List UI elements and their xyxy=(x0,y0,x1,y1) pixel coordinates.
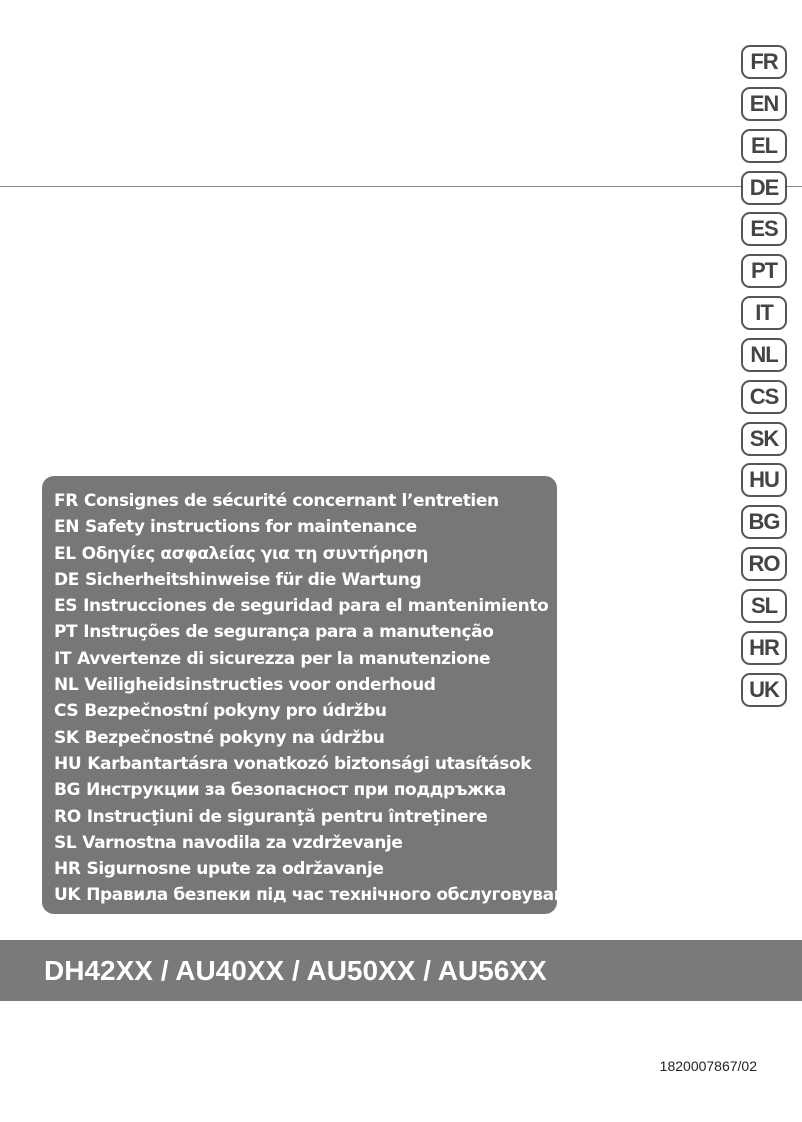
title-text: Safety instructions for maintenance xyxy=(85,517,417,538)
language-tab-bg: BG xyxy=(741,505,787,539)
language-tab-cs: CS xyxy=(741,380,787,414)
title-text: Sigurnosne upute za održavanje xyxy=(86,859,384,880)
language-tab-el: EL xyxy=(741,129,787,163)
language-code: HR xyxy=(54,859,81,880)
title-row xyxy=(54,514,557,540)
language-code: SL xyxy=(54,832,77,853)
language-tab-it: IT xyxy=(741,296,787,330)
title-text: Правила безпеки під час технічного обслуговування xyxy=(86,885,587,906)
language-tab-hu: HU xyxy=(741,463,787,497)
language-tab-uk: UK xyxy=(741,673,787,707)
title-text: Sicherheitshinweise für die Wartung xyxy=(84,569,422,590)
title-text: Consignes de sécurité concernant l’entretien xyxy=(83,491,499,511)
language-tab-sl: SL xyxy=(741,589,787,623)
title-text: Bezpečnostné pokyny na údržbu xyxy=(84,727,385,748)
title-row xyxy=(54,751,557,777)
language-code: UK xyxy=(54,885,81,906)
title-text: Varnostna navodila za vzdrževanje xyxy=(82,832,403,853)
title-text: Karbantartásra vonatkozó biztonsági utasítások xyxy=(87,753,532,774)
language-code: PT xyxy=(54,622,78,643)
safety-titles-box xyxy=(42,476,587,914)
title-row xyxy=(54,646,557,672)
title-text: Instruções de segurança para a manutenção xyxy=(83,622,494,643)
language-code: EL xyxy=(54,543,76,564)
title-text: Veiligheidsinstructies voor onderhoud xyxy=(84,675,436,696)
divider-line xyxy=(0,186,802,187)
title-row xyxy=(54,698,557,724)
language-code: IT xyxy=(54,648,72,669)
language-code: CS xyxy=(54,701,79,722)
language-code: FR xyxy=(54,491,78,511)
title-row xyxy=(54,804,557,830)
title-text: Инструкции за безопасност при поддръжка xyxy=(86,780,506,801)
title-text: Instrucţiuni de siguranţă pentru întreţinere xyxy=(86,806,488,827)
title-row xyxy=(54,725,557,751)
title-row xyxy=(54,830,557,856)
document-number: 1820007867/02 xyxy=(659,1058,757,1074)
title-row xyxy=(54,567,557,593)
language-tab-en: EN xyxy=(741,87,787,121)
model-numbers: DH42XX / AU40XX / AU50XX / AU56XX xyxy=(44,954,547,986)
language-tab-pt: PT xyxy=(741,254,787,288)
title-row xyxy=(54,488,557,514)
title-row xyxy=(54,882,587,908)
title-row xyxy=(54,541,557,567)
language-code: ES xyxy=(54,596,78,617)
title-text: Avvertenze di sicurezza per la manutenzione xyxy=(77,648,491,669)
language-tab-ro: RO xyxy=(741,547,787,581)
title-text: Οδηγίες ασφαλείας για τη συντήρηση xyxy=(81,543,428,564)
title-row xyxy=(54,593,557,619)
model-banner xyxy=(0,940,802,1001)
language-code: HU xyxy=(54,753,82,774)
title-row xyxy=(54,856,557,882)
title-text: Instrucciones de seguridad para el mantenimiento xyxy=(83,596,549,617)
language-code: DE xyxy=(54,569,79,590)
language-tab-de: DE xyxy=(741,171,787,205)
language-tab-fr: FR xyxy=(741,45,787,79)
title-row xyxy=(54,672,557,698)
title-text: Bezpečnostní pokyny pro údržbu xyxy=(84,701,387,722)
language-code: NL xyxy=(54,675,79,696)
language-tab-es: ES xyxy=(741,212,787,246)
language-tabs xyxy=(741,45,787,715)
language-code: BG xyxy=(54,780,81,801)
title-row xyxy=(54,619,557,645)
language-tab-nl: NL xyxy=(741,338,787,372)
language-tab-sk: SK xyxy=(741,422,787,456)
language-code: EN xyxy=(54,517,80,538)
title-row xyxy=(54,777,557,803)
language-tab-hr: HR xyxy=(741,631,787,665)
language-code: SK xyxy=(54,727,79,748)
language-code: RO xyxy=(54,806,81,827)
